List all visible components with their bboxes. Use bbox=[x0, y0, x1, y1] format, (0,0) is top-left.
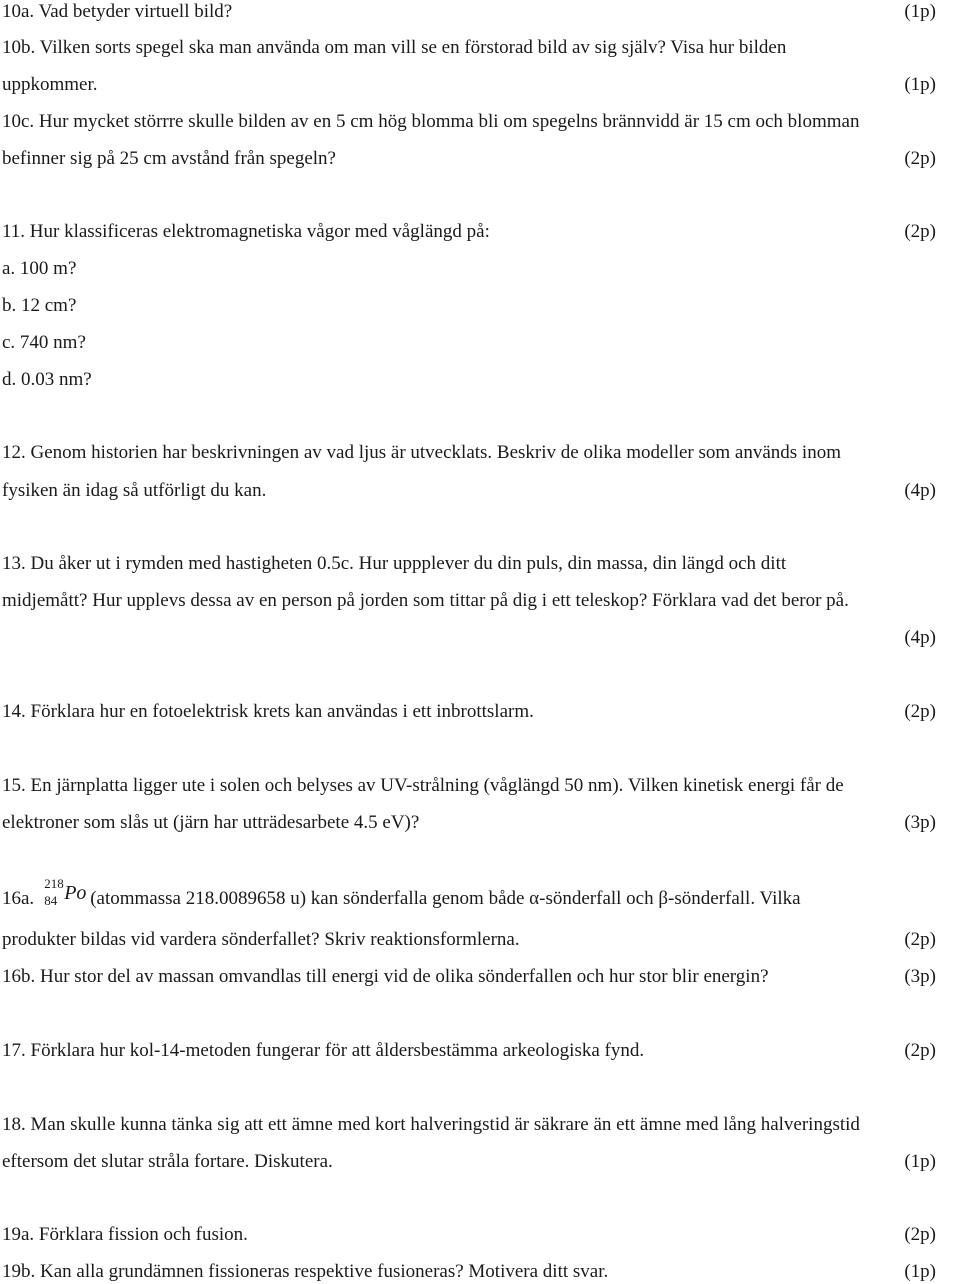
nuclide-mass-number: 218 bbox=[44, 876, 64, 891]
q10c-text-line2: befinner sig på 25 cm avstånd från spegeln? bbox=[2, 148, 336, 169]
q11-option-a: a. 100 m? bbox=[2, 258, 77, 279]
q16b-text: 16b. Hur stor del av massan omvandlas till energi vid de olika sönderfallen och hur stor blir energin? bbox=[2, 966, 769, 987]
q12-text-line2: fysiken än idag så utförligt du kan. bbox=[2, 480, 267, 501]
q15-text-line1: 15. En järnplatta ligger ute i solen och belyses av UV-strålning (våglängd 50 nm). Vilken kinetisk energi får de bbox=[2, 775, 844, 796]
q16a-text-line2: produkter bildas vid vardera sönderfallet? Skriv reaktionsformlerna. bbox=[2, 929, 520, 950]
q17-points: (2p) bbox=[904, 1040, 936, 1061]
q10b-text-line1: 10b. Vilken sorts spegel ska man använda om man vill se en förstorad bild av sig själv? Visa hur bilden bbox=[2, 37, 787, 58]
polonium-nuclide-notation bbox=[34, 876, 90, 911]
q18-text-line2: eftersom det slutar stråla fortare. Diskutera. bbox=[2, 1151, 333, 1172]
q15-points: (3p) bbox=[904, 812, 936, 833]
q16a-label: 16a. bbox=[2, 888, 35, 909]
q18-points: (1p) bbox=[904, 1151, 936, 1172]
q19a-points: (2p) bbox=[904, 1224, 936, 1245]
q16a-points: (2p) bbox=[904, 929, 936, 950]
q19b-points: (1p) bbox=[904, 1261, 936, 1282]
q13-points: (4p) bbox=[904, 627, 936, 648]
q16b-points: (3p) bbox=[904, 966, 936, 987]
q10b-text-line2: uppkommer. bbox=[2, 74, 98, 95]
q19a-text: 19a. Förklara fission och fusion. bbox=[2, 1224, 248, 1245]
q12-text-line1: 12. Genom historien har beskrivningen av vad ljus är utvecklats. Beskriv de olika modeller som används inom bbox=[2, 442, 841, 463]
q11-option-b: b. 12 cm? bbox=[2, 295, 77, 316]
q10a-points: (1p) bbox=[904, 1, 936, 22]
q18-text-line1: 18. Man skulle kunna tänka sig att ett ämne med kort halveringstid är säkrare än ett ämne med lång halveringstid bbox=[2, 1114, 860, 1135]
nuclide-symbol: Po bbox=[64, 882, 87, 904]
q10b-points: (1p) bbox=[904, 74, 936, 95]
q17-text: 17. Förklara hur kol-14-metoden fungerar för att åldersbestämma arkeologiska fynd. bbox=[2, 1040, 645, 1061]
q13-text-line1: 13. Du åker ut i rymden med hastigheten 0.5c. Hur uppplever du din puls, din massa, din längd och ditt bbox=[2, 553, 787, 574]
q10c-text-line1: 10c. Hur mycket störrre skulle bilden av en 5 cm hög blomma bli om spegelns brännvidd är 15 cm och blomman bbox=[2, 111, 860, 132]
q15-text-line2: elektroner som slås ut (järn har utträdesarbete 4.5 eV)? bbox=[2, 812, 420, 833]
q16a-text: (atommassa 218.0089658 u) kan sönderfalla genom både α-sönderfall och β-sönderfall. Vilka bbox=[90, 888, 801, 909]
q11-option-c: c. 740 nm? bbox=[2, 332, 86, 353]
q11-text: 11. Hur klassificeras elektromagnetiska vågor med våglängd på: bbox=[2, 221, 490, 242]
q19b-text: 19b. Kan alla grundämnen fissioneras respektive fusioneras? Motivera ditt svar. bbox=[2, 1261, 609, 1282]
q10a-text: 10a. Vad betyder virtuell bild? bbox=[2, 1, 233, 22]
q16a-text-line1 bbox=[2, 876, 936, 911]
q11-points: (2p) bbox=[904, 221, 936, 242]
nuclide-atomic-number: 84 bbox=[44, 893, 58, 908]
q11-option-d: d. 0.03 nm? bbox=[2, 369, 92, 390]
q13-text-line2: midjemått? Hur upplevs dessa av en person på jorden som tittar på dig i ett teleskop? Förklara vad det beror på. bbox=[2, 590, 849, 611]
q14-text: 14. Förklara hur en fotoelektrisk krets kan användas i ett inbrottslarm. bbox=[2, 701, 534, 722]
q14-points: (2p) bbox=[904, 701, 936, 722]
q12-points: (4p) bbox=[904, 480, 936, 501]
q10c-points: (2p) bbox=[904, 148, 936, 169]
